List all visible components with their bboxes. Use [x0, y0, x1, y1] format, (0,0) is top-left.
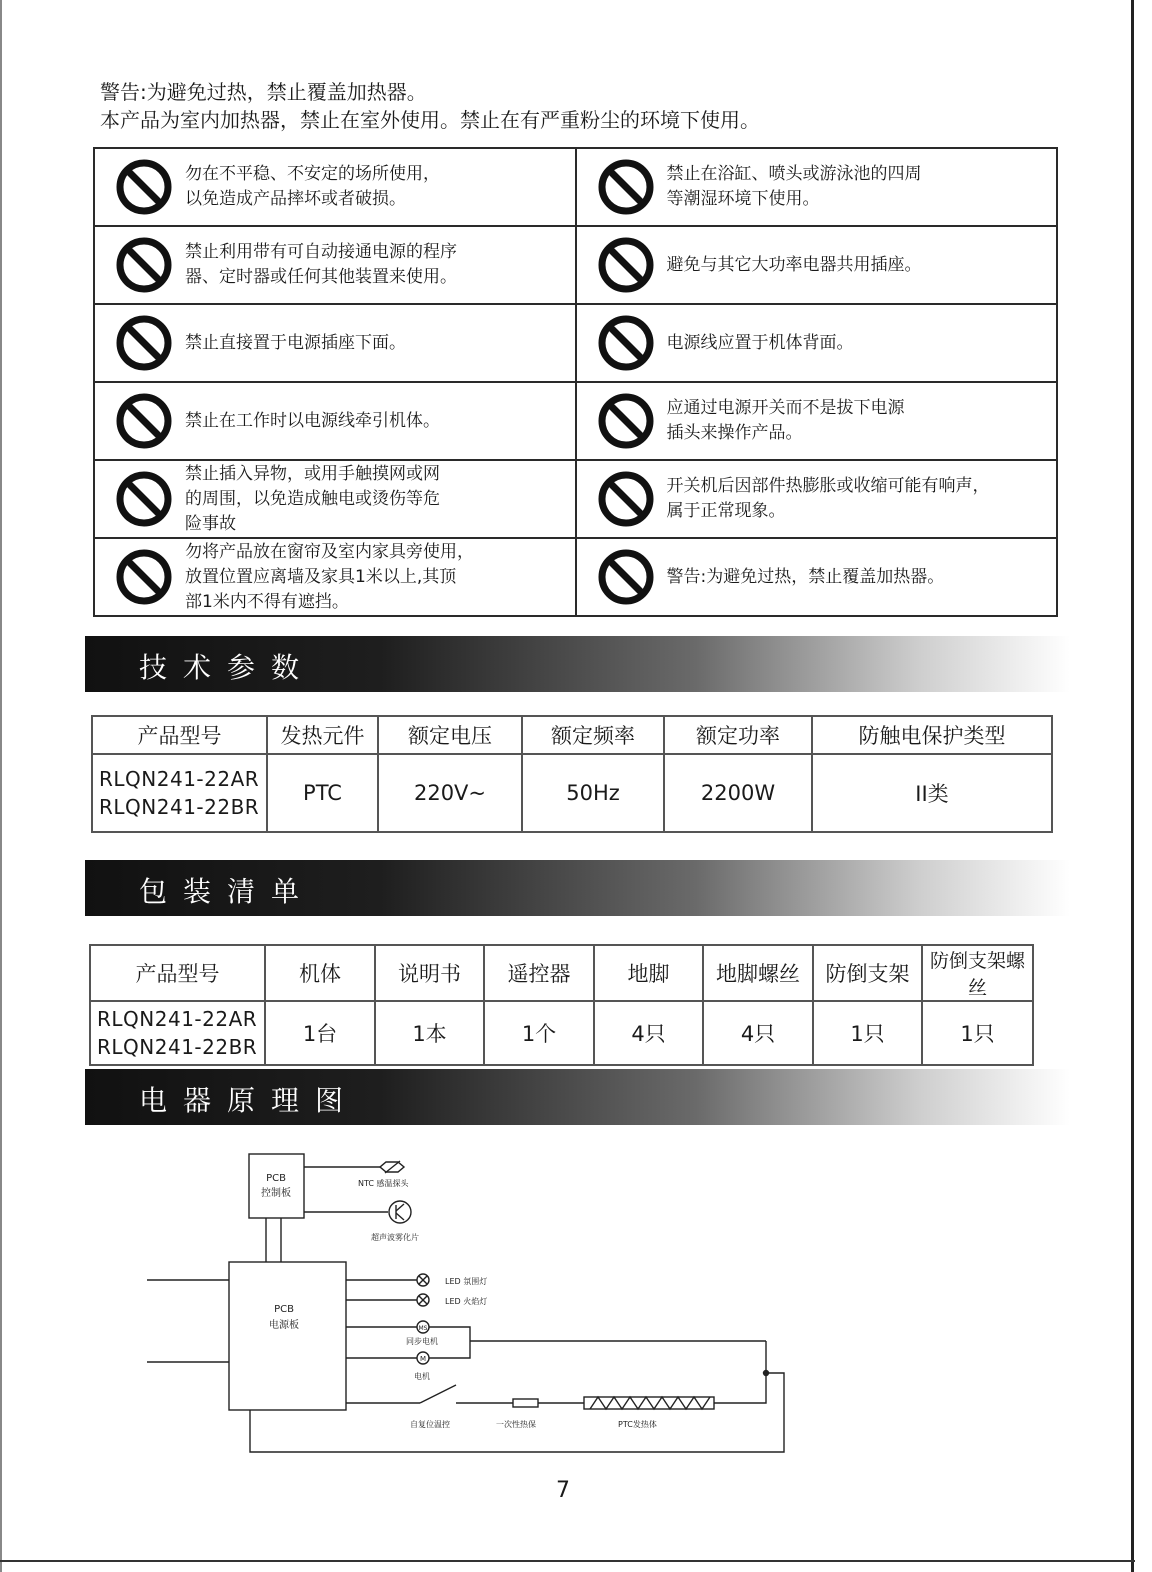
intro-line-1: 警告:为避免过热，禁止覆盖加热器。	[100, 80, 427, 104]
warning-item	[577, 227, 1057, 303]
pcb-power-label-2: 电源板	[269, 1320, 299, 1331]
warning-text: 电源线应置于机体背面。	[666, 332, 854, 353]
warning-cell	[94, 304, 576, 382]
prohibited-icon	[597, 158, 655, 216]
warning-text: 警告:为避免过热，禁止覆盖加热器。	[666, 566, 945, 587]
svg-text:MS: MS	[418, 1325, 428, 1332]
pcb-control-board	[249, 1154, 304, 1218]
prohibited-icon	[115, 548, 173, 606]
prohibited-icon	[597, 236, 655, 294]
warning-row	[94, 460, 1057, 538]
specs-model-1: RLQN241-22AR	[99, 767, 260, 791]
warning-cell	[576, 538, 1058, 616]
packing-anti-tip-qty: 1只	[813, 1001, 922, 1065]
warning-text: 避免与其它大功率电器共用插座。	[666, 254, 922, 275]
warning-row	[94, 538, 1057, 616]
warning-item	[95, 305, 575, 381]
prohibited-icon	[115, 158, 173, 216]
ultrasonic-label: 超声波雾化片	[371, 1233, 419, 1242]
thermostat-switch-icon	[420, 1385, 456, 1403]
warning-row	[94, 148, 1057, 226]
prohibited-icon	[115, 314, 173, 372]
warning-cell	[94, 460, 576, 538]
warning-item	[95, 383, 575, 459]
prohibited-icon	[597, 470, 655, 528]
specs-section-title: 技术参数	[139, 651, 316, 684]
warning-cell	[576, 148, 1058, 226]
packing-header: 防倒支架	[813, 945, 922, 1001]
specs-table	[91, 715, 1053, 833]
diagram-section-header	[85, 1069, 1070, 1125]
warning-text: 禁止利用带有可自动接通电源的程序 器、定时器或任何其他装置来使用。	[185, 242, 457, 287]
reset-thermostat-label: 自复位温控	[410, 1420, 450, 1429]
warning-item	[95, 227, 575, 303]
packing-header: 地脚	[594, 945, 703, 1001]
specs-header: 额定频率	[522, 716, 664, 754]
warning-row	[94, 304, 1057, 382]
packing-manual-qty: 1本	[375, 1001, 484, 1065]
packing-header: 产品型号	[90, 945, 265, 1001]
warning-item	[577, 539, 1057, 615]
pcb-power-board	[229, 1262, 346, 1410]
warning-cell	[576, 382, 1058, 460]
packing-section-header	[85, 860, 1070, 916]
packing-model-1: RLQN241-22AR	[97, 1007, 258, 1031]
led-flame-label: LED 火焰灯	[445, 1297, 488, 1306]
specs-section-header	[85, 636, 1070, 692]
packing-header: 说明书	[375, 945, 484, 1001]
packing-anti-tip-screws-qty: 1只	[922, 1001, 1033, 1065]
specs-header: 额定电压	[378, 716, 522, 754]
specs-model-2: RLQN241-22BR	[99, 795, 260, 819]
prohibited-icon	[115, 392, 173, 450]
pcb-power-label-1: PCB	[274, 1304, 294, 1315]
packing-section-title: 包装清单	[139, 875, 316, 908]
warning-cell	[576, 460, 1058, 538]
ultrasonic-atomizer-icon	[389, 1201, 411, 1223]
thermal-fuse-icon	[513, 1399, 538, 1407]
warning-item	[577, 149, 1057, 225]
warning-item	[95, 461, 575, 537]
packing-feet-screws-qty: 4只	[703, 1001, 813, 1065]
warning-text: 应通过电源开关而不是拔下电源 插头来操作产品。	[666, 398, 905, 443]
pcb-control-label-1: PCB	[266, 1173, 286, 1184]
prohibited-icon	[115, 470, 173, 528]
warning-row	[94, 226, 1057, 304]
prohibited-icon	[597, 548, 655, 606]
page-border-right	[1131, 0, 1134, 1572]
packing-header: 防倒支架螺丝	[922, 945, 1033, 1001]
warning-cell	[576, 226, 1058, 304]
specs-header: 额定功率	[664, 716, 812, 754]
warning-item	[577, 461, 1057, 537]
sync-motor-label: 同步电机	[406, 1337, 438, 1346]
warning-cell	[94, 538, 576, 616]
warning-cell	[94, 148, 576, 226]
packing-model-cell	[90, 1001, 265, 1065]
pcb-control-label-2: 控制板	[261, 1188, 291, 1199]
svg-text:M: M	[419, 1355, 427, 1363]
warning-text: 开关机后因部件热膨胀或收缩可能有响声， 属于正常现象。	[666, 476, 990, 521]
warning-cell	[94, 226, 576, 304]
warning-text: 禁止在浴缸、喷头或游泳池的四周 等潮湿环境下使用。	[666, 164, 922, 209]
warning-text: 勿在不平稳、不安定的场所使用， 以免造成产品摔坏或者破损。	[185, 164, 440, 209]
motor-label: 电机	[414, 1372, 430, 1381]
warning-cell	[94, 382, 576, 460]
specs-header: 产品型号	[92, 716, 267, 754]
page-border-left	[0, 0, 2, 1572]
page-border-bottom	[0, 1560, 1135, 1562]
warning-cell	[576, 304, 1058, 382]
warning-text: 禁止在工作时以电源线牵引机体。	[185, 410, 440, 431]
diagram-section-title: 电器原理图	[139, 1084, 360, 1117]
specs-heating-element: PTC	[267, 754, 378, 832]
specs-header: 发热元件	[267, 716, 378, 754]
warning-text: 禁止插入异物，或用手触摸网或网 的周围，以免造成触电或烫伤等危 险事故	[185, 463, 440, 534]
prohibited-icon	[115, 236, 173, 294]
page-number: 7	[556, 1478, 570, 1503]
prohibited-icon	[597, 314, 655, 372]
specs-protection-class: II类	[812, 754, 1052, 832]
circuit-diagram	[140, 1150, 800, 1460]
warning-item	[577, 383, 1057, 459]
led-ambient-label: LED 氛围灯	[445, 1277, 488, 1286]
intro-line-2: 本产品为室内加热器，禁止在室外使用。禁止在有严重粉尘的环境下使用。	[100, 108, 760, 132]
specs-frequency: 50Hz	[522, 754, 664, 832]
specs-power: 2200W	[664, 754, 812, 832]
specs-voltage: 220V~	[378, 754, 522, 832]
warning-table	[93, 147, 1058, 617]
warning-item	[95, 539, 575, 615]
packing-header: 遥控器	[484, 945, 594, 1001]
ptc-heater-label: PTC发热体	[618, 1420, 657, 1429]
thermal-fuse-label: 一次性热保	[496, 1420, 536, 1429]
warning-item	[95, 149, 575, 225]
warning-text: 禁止直接置于电源插座下面。	[185, 332, 406, 353]
warning-text: 勿将产品放在窗帘及室内家具旁使用， 放置位置应离墙及家具1米以上,其顶 部1米内不得有遮挡。	[185, 541, 474, 612]
packing-remote-qty: 1个	[484, 1001, 594, 1065]
warning-row	[94, 382, 1057, 460]
ntc-label: NTC 感温探头	[358, 1179, 409, 1188]
packing-body-qty: 1台	[265, 1001, 375, 1065]
packing-table	[89, 944, 1034, 1066]
warning-item	[577, 305, 1057, 381]
packing-feet-qty: 4只	[594, 1001, 703, 1065]
specs-model-cell	[92, 754, 267, 832]
prohibited-icon	[597, 392, 655, 450]
packing-model-2: RLQN241-22BR	[97, 1035, 258, 1059]
intro-warning	[100, 78, 760, 134]
packing-header: 机体	[265, 945, 375, 1001]
specs-header: 防触电保护类型	[812, 716, 1052, 754]
packing-header: 地脚螺丝	[703, 945, 813, 1001]
